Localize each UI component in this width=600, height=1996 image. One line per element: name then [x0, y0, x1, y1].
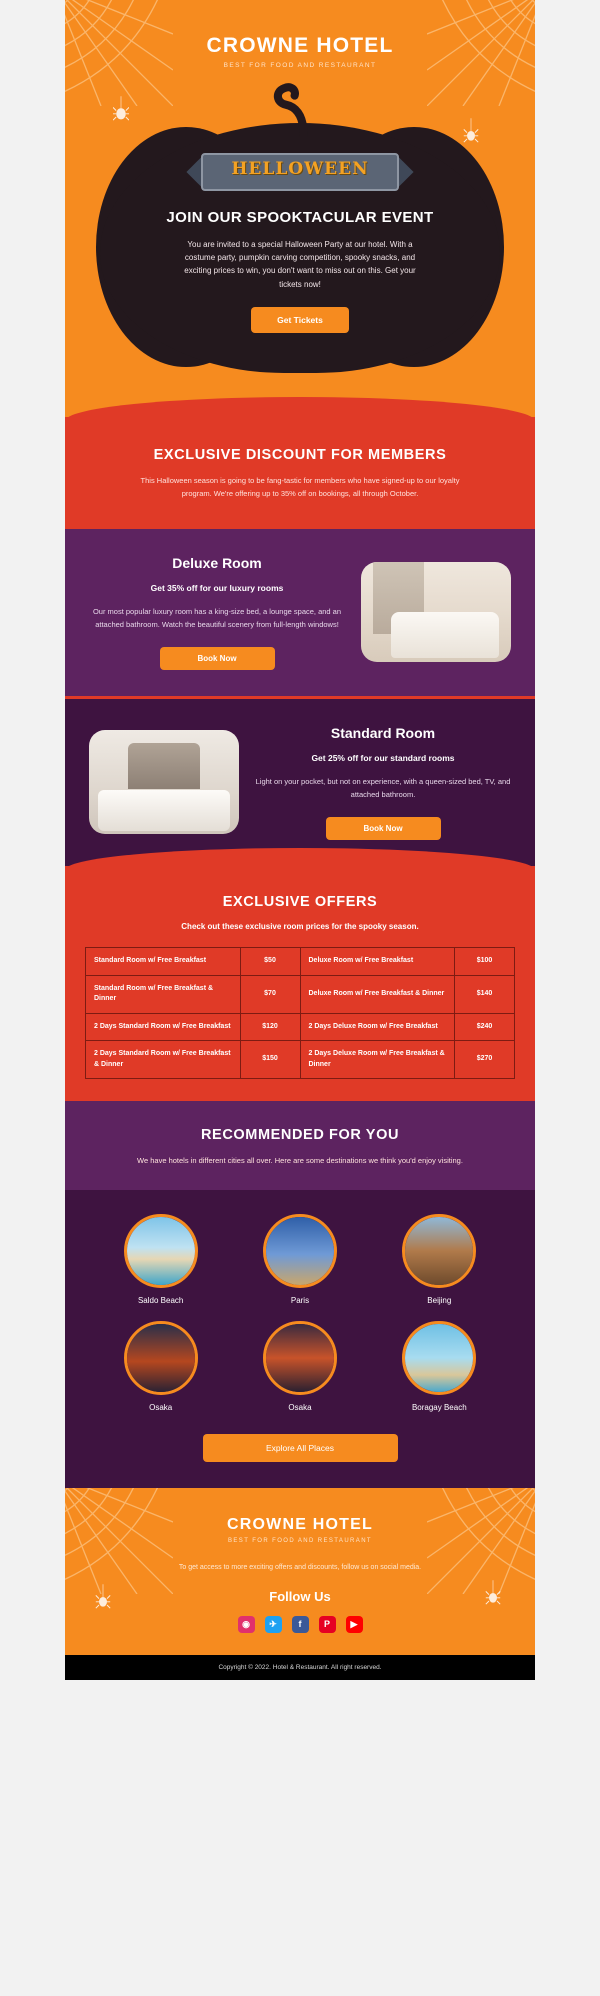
list-item[interactable]: [106, 1321, 216, 1412]
offer-right-price: $140: [455, 975, 515, 1013]
offer-right-label: 2 Days Deluxe Room w/ Free Breakfast: [300, 1013, 455, 1041]
discount-title: EXCLUSIVE DISCOUNT FOR MEMBERS: [153, 447, 447, 463]
explore-button-wrapper: [91, 1434, 509, 1462]
discount-section: [65, 417, 535, 529]
get-tickets-button[interactable]: Get Tickets: [251, 307, 349, 333]
offer-right-price: $270: [455, 1041, 515, 1079]
recommended-header: [65, 1101, 535, 1190]
discount-paragraph: This Halloween season is going to be fang-tastic for members who have signed-up to our loyalty program. We're offering up to 35% off on bookings, all through October.: [140, 476, 460, 498]
offer-left-price: $70: [240, 975, 300, 1013]
destination-photo: [405, 1217, 473, 1285]
table-row: [86, 948, 515, 976]
destination-photo: [266, 1324, 334, 1392]
hero-brand-title: CROWNE HOTEL: [206, 34, 394, 57]
standard-room-photo: [89, 730, 239, 834]
destination-thumbnail[interactable]: [402, 1214, 476, 1288]
footer-section: [65, 1488, 535, 1655]
list-item[interactable]: [384, 1321, 494, 1412]
recommended-paragraph: We have hotels in different cities all over. Here are some destinations we think you'd enjoy visiting.: [137, 1156, 463, 1165]
deluxe-room-section: [65, 529, 535, 696]
deluxe-room-paragraph: Our most popular luxury room has a king-size bed, a lounge space, and an attached bathroom. Watch the beautiful scenery from full-length windows!: [92, 606, 342, 629]
hero-section: [65, 0, 535, 417]
destination-label: Osaka: [288, 1402, 312, 1412]
deluxe-room-row: [89, 555, 511, 670]
destination-label: Beijing: [427, 1295, 452, 1305]
social-links: [95, 1616, 505, 1633]
destination-photo: [405, 1324, 473, 1392]
price-table: [85, 947, 515, 1079]
destination-label: Saldo Beach: [137, 1295, 184, 1305]
destination-label: Boragay Beach: [411, 1402, 467, 1412]
hero-paragraph: You are invited to a special Halloween Party at our hotel. With a costume party, pumpkin carving competition, spooky snacks, and exciting prices to win, you don't want to miss out on this. Get your tickets now!: [184, 240, 416, 289]
copyright-bar: Copyright © 2022. Hotel & Restaurant. All right reserved.: [65, 1655, 535, 1680]
follow-us-title: Follow Us: [269, 1588, 331, 1604]
instagram-icon[interactable]: ◉: [238, 1616, 255, 1633]
footer-brand-subtitle: BEST FOR FOOD AND RESTAURANT: [228, 1537, 372, 1544]
standard-room-paragraph: Light on your pocket, but not on experience, with a queen-sized bed, TV, and attached bathroom.: [255, 776, 511, 799]
standard-book-now-button[interactable]: Book Now: [326, 817, 441, 840]
list-item[interactable]: [384, 1214, 494, 1305]
standard-room-row: [89, 725, 511, 840]
standard-room-section: [65, 699, 535, 866]
list-item[interactable]: [245, 1214, 355, 1305]
destination-thumbnail[interactable]: [124, 1321, 198, 1395]
deluxe-book-now-button[interactable]: Book Now: [160, 647, 275, 670]
offer-right-label: Deluxe Room w/ Free Breakfast: [300, 948, 455, 976]
offer-left-label: Standard Room w/ Free Breakfast: [86, 948, 241, 976]
youtube-icon[interactable]: ▶: [346, 1616, 363, 1633]
offer-right-label: Deluxe Room w/ Free Breakfast & Dinner: [300, 975, 455, 1013]
standard-room-title: Standard Room: [330, 724, 436, 741]
exclusive-offers-section: [65, 866, 535, 1101]
footer-brand-title: CROWNE HOTEL: [227, 1515, 373, 1533]
offer-right-price: $100: [455, 948, 515, 976]
deluxe-room-image: [361, 562, 511, 662]
hero-brand-subtitle: BEST FOR FOOD AND RESTAURANT: [223, 62, 377, 69]
hero-content: [90, 149, 510, 333]
standard-room-subtitle: Get 25% off for our standard rooms: [311, 752, 455, 763]
offers-title: EXCLUSIVE OFFERS: [222, 894, 378, 910]
destination-thumbnail[interactable]: [263, 1321, 337, 1395]
destination-label: Osaka: [149, 1402, 173, 1412]
offer-right-label: 2 Days Deluxe Room w/ Free Breakfast & Dinner: [300, 1041, 455, 1079]
standard-room-image: [89, 730, 239, 834]
destination-photo: [127, 1217, 195, 1285]
twitter-icon[interactable]: ✈: [265, 1616, 282, 1633]
destination-photo: [127, 1324, 195, 1392]
destination-thumbnail[interactable]: [402, 1321, 476, 1395]
list-item[interactable]: [245, 1321, 355, 1412]
deluxe-room-title: Deluxe Room: [172, 554, 262, 571]
deluxe-room-subtitle: Get 35% off for our luxury rooms: [150, 582, 284, 593]
offers-subtitle: Check out these exclusive room prices for the spooky season.: [181, 922, 419, 931]
destination-thumbnail[interactable]: [124, 1214, 198, 1288]
deluxe-room-photo: [361, 562, 511, 662]
destination-label: Paris: [290, 1295, 310, 1305]
offer-left-price: $150: [240, 1041, 300, 1079]
table-row: [86, 1041, 515, 1079]
explore-all-places-button[interactable]: Explore All Places: [203, 1434, 398, 1462]
destination-photo: [266, 1217, 334, 1285]
offer-left-price: $50: [240, 948, 300, 976]
footer-paragraph: To get access to more exciting offers and discounts, follow us on social media.: [178, 1563, 422, 1571]
pumpkin-graphic: [90, 83, 510, 383]
halloween-banner: [195, 149, 405, 195]
offer-left-price: $120: [240, 1013, 300, 1041]
offer-left-label: Standard Room w/ Free Breakfast & Dinner: [86, 975, 241, 1013]
recommended-title: RECOMMENDED FOR YOU: [200, 1127, 400, 1143]
banner-text: HELLOWEEN: [231, 159, 369, 179]
table-row: [86, 1013, 515, 1041]
table-row: [86, 975, 515, 1013]
destination-thumbnail[interactable]: [263, 1214, 337, 1288]
list-item[interactable]: [106, 1214, 216, 1305]
destination-grid: [91, 1214, 509, 1412]
pumpkin-stem-icon: [273, 83, 327, 137]
recommended-destinations: [65, 1190, 535, 1488]
offer-left-label: 2 Days Standard Room w/ Free Breakfast & Dinner: [86, 1041, 241, 1079]
pinterest-icon[interactable]: P: [319, 1616, 336, 1633]
offer-left-label: 2 Days Standard Room w/ Free Breakfast: [86, 1013, 241, 1041]
facebook-icon[interactable]: f: [292, 1616, 309, 1633]
deluxe-room-text: [89, 555, 345, 670]
email-body: [65, 0, 535, 1680]
offer-right-price: $240: [455, 1013, 515, 1041]
hero-headline: JOIN OUR SPOOKTACULAR EVENT: [166, 209, 434, 226]
standard-room-text: [255, 725, 511, 840]
